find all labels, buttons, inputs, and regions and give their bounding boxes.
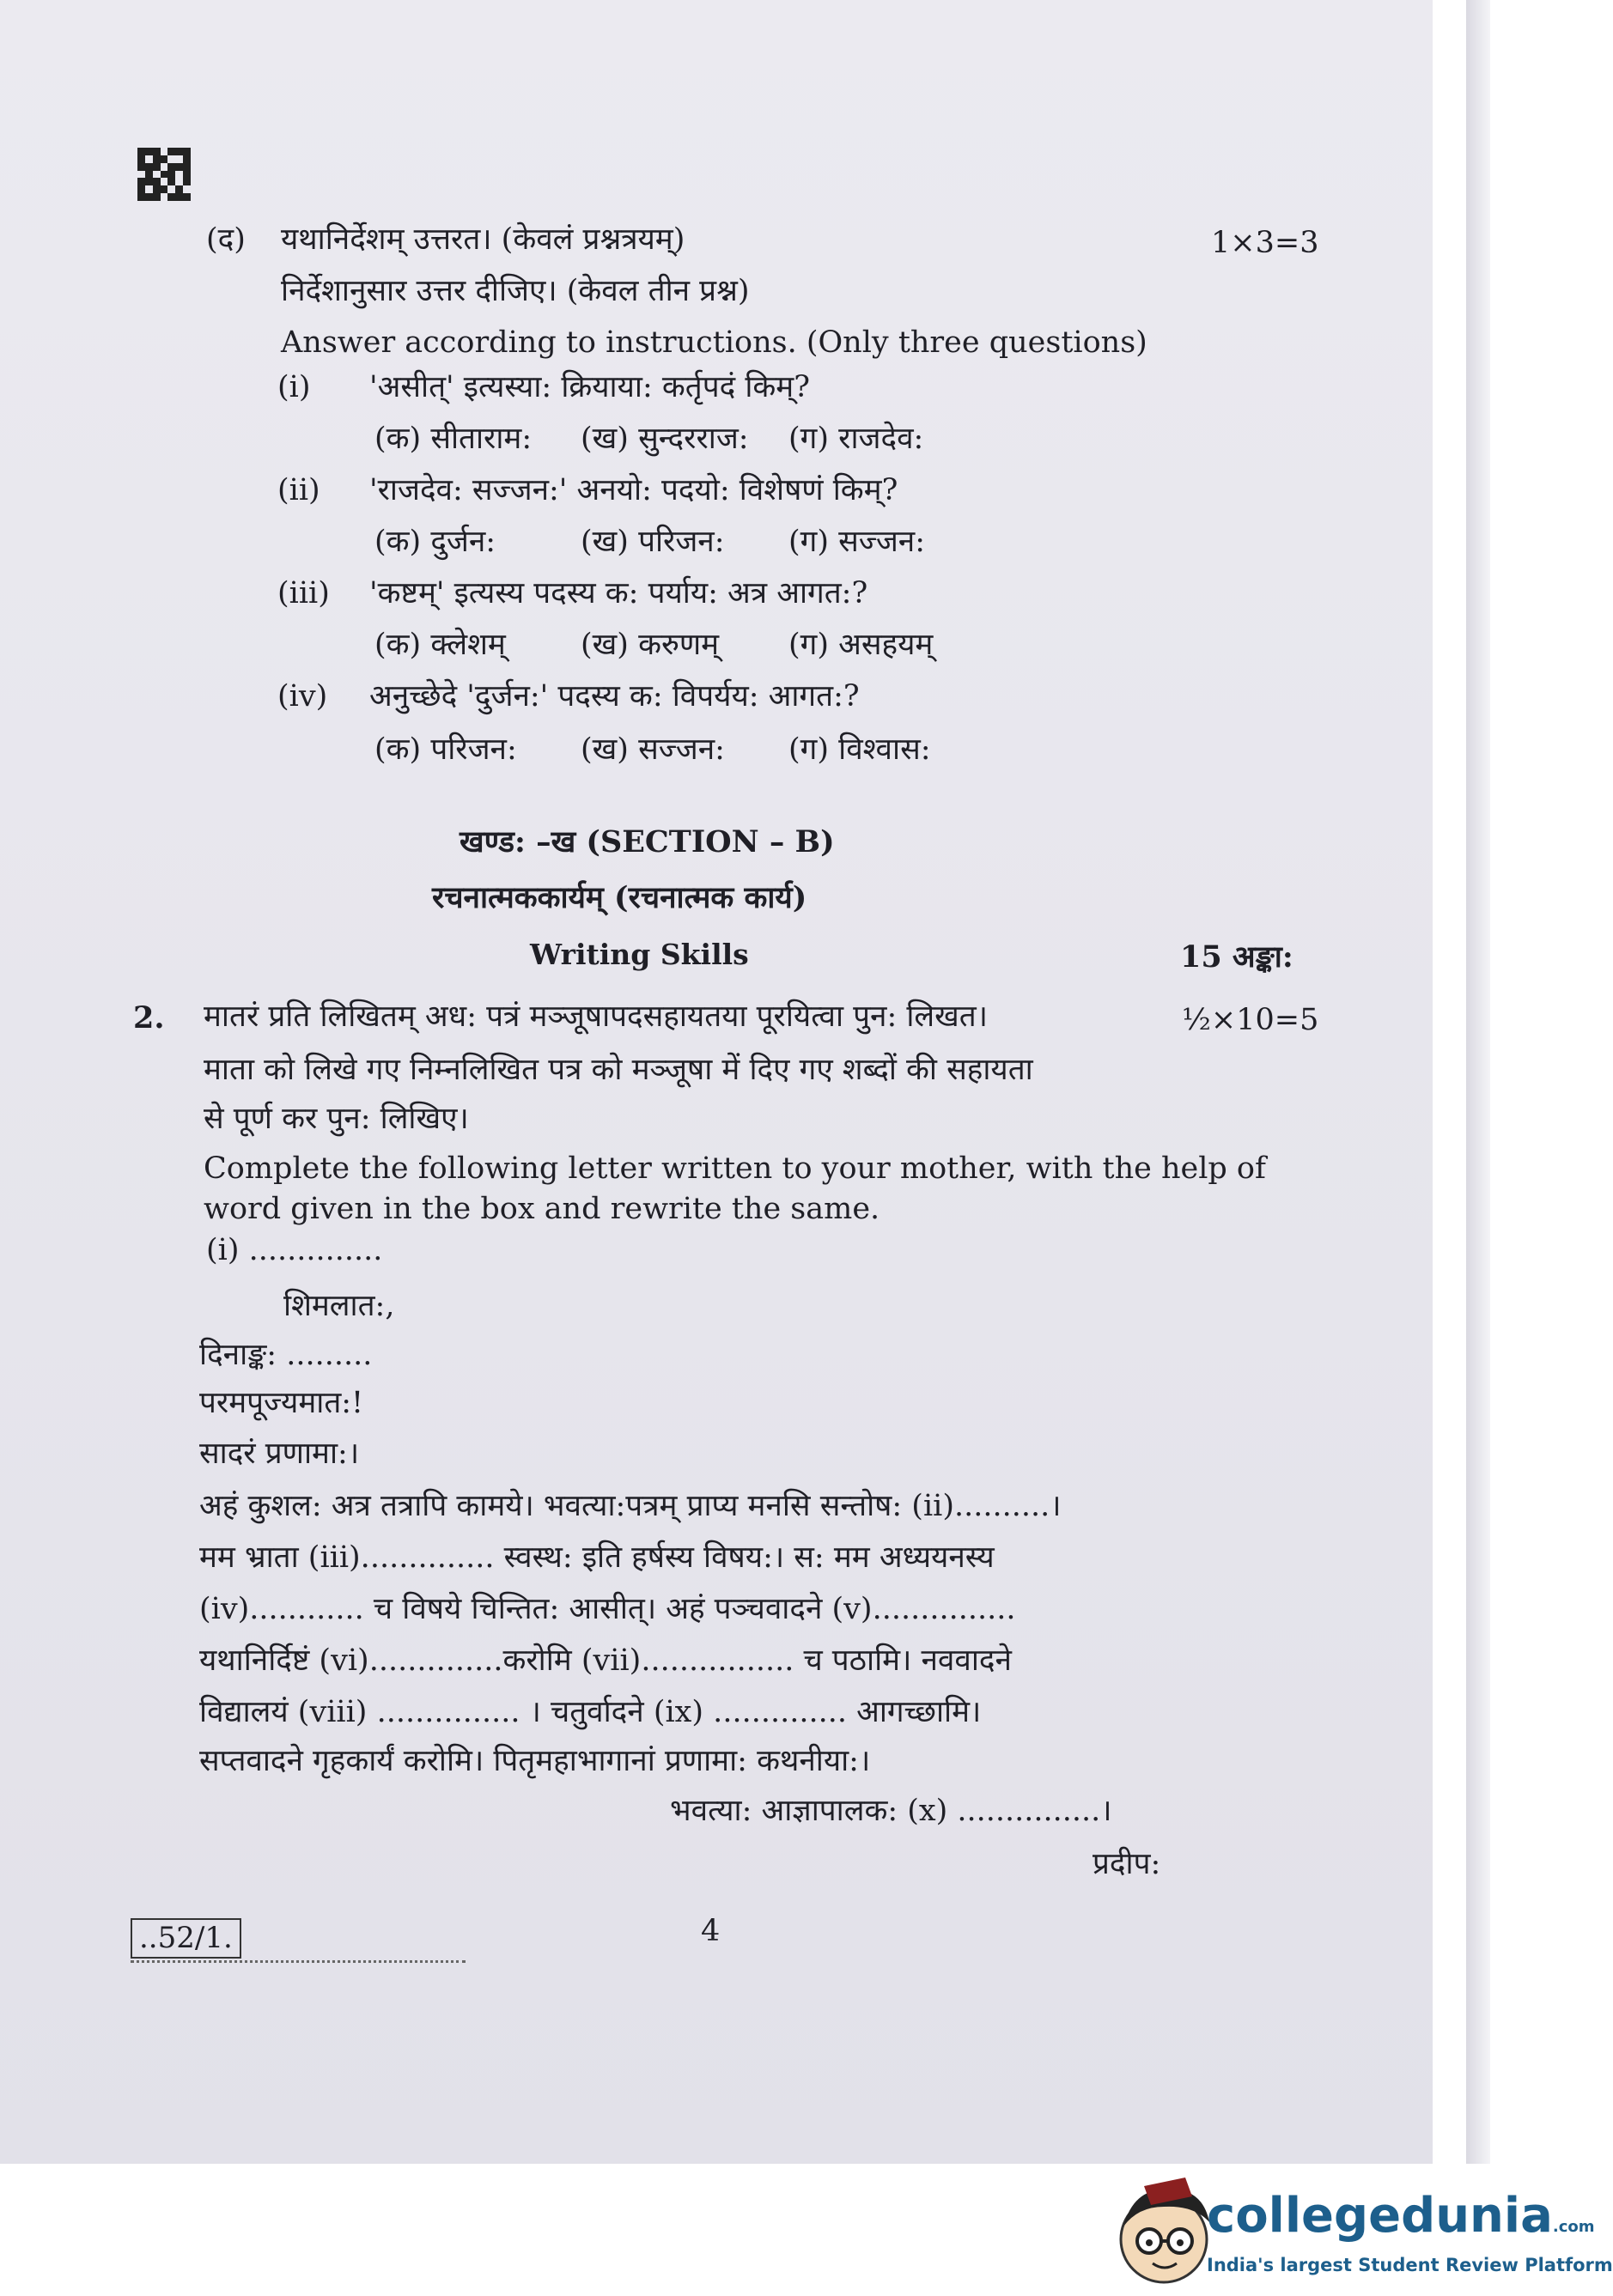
q1d-option: (ख) करुणम् xyxy=(581,628,720,662)
section-marks: 15 अङ्का: xyxy=(1180,939,1293,975)
letter-line: मम भ्राता (iii).............. स्वस्थ: इति हर्षस्य विषय:। स: मम अध्ययनस्य xyxy=(199,1540,995,1575)
q1d-option: (क) क्लेशम् xyxy=(374,628,506,662)
page-number: 4 xyxy=(701,1914,721,1948)
q1d-option: (क) दुर्जन: xyxy=(374,525,496,559)
section-heading: खण्ड: –ख (SECTION – B) xyxy=(460,824,835,859)
q1d-option: (ख) परिजन: xyxy=(581,525,725,559)
q1d-option: (ग) असहयम् xyxy=(788,628,934,662)
q1d-option: (ग) राजदेव: xyxy=(788,422,924,456)
q2-instruction-hindi: से पूर्ण कर पुन: लिखिए। xyxy=(204,1102,469,1136)
q2-marks: ½×10=5 xyxy=(1182,1003,1319,1037)
q2-instruction-hindi: माता को लिखे गए निम्नलिखित पत्र को मञ्जूषा में दिए गए शब्दों की सहायता xyxy=(204,1053,1033,1087)
letter-line: शिमलात:, xyxy=(283,1289,395,1323)
section-english-title: Writing Skills xyxy=(530,938,749,971)
q2-instruction-sanskrit: मातरं प्रति लिखितम् अध: पत्रं मञ्जूषापदसहायतया पूरयित्वा पुन: लिखत। xyxy=(204,999,989,1034)
q1d-option: (ग) विश्वास: xyxy=(788,732,931,767)
letter-line: भवत्या: आज्ञापालक: (x) ...............। xyxy=(670,1794,1112,1828)
letter-line: प्रदीप: xyxy=(1093,1847,1161,1881)
q1d-option: (ख) सज्जन: xyxy=(581,732,725,767)
q2-instruction-english: Complete the following letter written to your mother, with the help of xyxy=(204,1151,1266,1186)
letter-line: सादरं प्रणामा:। xyxy=(199,1437,360,1471)
watermark-suffix: .com xyxy=(1552,2218,1595,2236)
watermark-brand: collegedunia.com xyxy=(1207,2188,1595,2244)
footer-microtext-line xyxy=(131,1960,466,1963)
letter-line: (i) .............. xyxy=(206,1233,383,1267)
q1d-title-english: Answer according to instructions. (Only three questions) xyxy=(281,325,1147,360)
q2-instruction-english: word given in the box and rewrite the same. xyxy=(204,1192,880,1226)
q1d-item-num: (ii) xyxy=(277,473,320,507)
q1d-item-num: (i) xyxy=(277,370,311,404)
letter-line: (iv)............ च विषये चिन्तित: आसीत्। अहं पञ्चवादने (v)............... xyxy=(199,1592,1016,1626)
letter-line: सप्तवादने गृहकार्यं करोमि। पितृमहाभागानां प्रणामा: कथनीया:। xyxy=(199,1744,871,1778)
q1d-option: (क) परिजन: xyxy=(374,732,517,767)
q1d-label: (द) xyxy=(206,222,246,257)
letter-line: विद्यालयं (viii) ............... । चतुर्वादने (ix) .............. आगच्छामि। xyxy=(199,1695,982,1729)
letter-line: दिनाङ्क: ......... xyxy=(199,1338,373,1372)
q2-number: 2. xyxy=(133,1000,165,1036)
q1d-option: (क) सीताराम: xyxy=(374,422,533,456)
page-edge-shadow xyxy=(1466,0,1490,2164)
q1d-item-question: अनुच्छेदे 'दुर्जन:' पदस्य क: विपर्यय: आगत:? xyxy=(369,679,860,714)
q1d-item-num: (iv) xyxy=(277,679,328,714)
q1d-title-hindi: निर्देशानुसार उत्तर दीजिए। (केवल तीन प्रश्न) xyxy=(281,274,750,308)
watermark-tagline: India's largest Student Review Platform xyxy=(1207,2255,1613,2275)
q1d-title-sanskrit: यथानिर्देशम् उत्तरत। (केवलं प्रश्नत्रयम्) xyxy=(281,222,685,257)
paper-code: ..52/1. xyxy=(131,1918,241,1959)
qr-code-icon xyxy=(137,148,191,201)
q1d-option: (ग) सज्जन: xyxy=(788,525,926,559)
q1d-item-question: 'राजदेव: सज्जन:' अनयो: पदयो: विशेषणं किम्? xyxy=(369,473,898,507)
letter-line: अहं कुशल: अत्र तत्रापि कामये। भवत्या:पत्रम् प्राप्य मनसि सन्तोष: (ii)..........। xyxy=(199,1489,1062,1523)
q1d-item-question: 'असीत्' इत्यस्या: क्रियाया: कर्तृपदं किम्? xyxy=(369,370,810,404)
q1d-marks: 1×3=3 xyxy=(1211,226,1319,260)
letter-line: परमपूज्यमात:! xyxy=(199,1386,364,1420)
letter-line: यथानिर्दिष्टं (vi)..............करोमि (vii)................ च पठामि। नववादने xyxy=(199,1643,1012,1678)
q1d-option: (ख) सुन्दरराज: xyxy=(581,422,749,456)
q1d-item-question: 'कष्टम्' इत्यस्य पदस्य क: पर्याय: अत्र आगत:? xyxy=(369,576,868,610)
q1d-item-num: (iii) xyxy=(277,576,330,610)
section-subheading: रचनात्मककार्यम् (रचनात्मक कार्य) xyxy=(432,880,807,915)
